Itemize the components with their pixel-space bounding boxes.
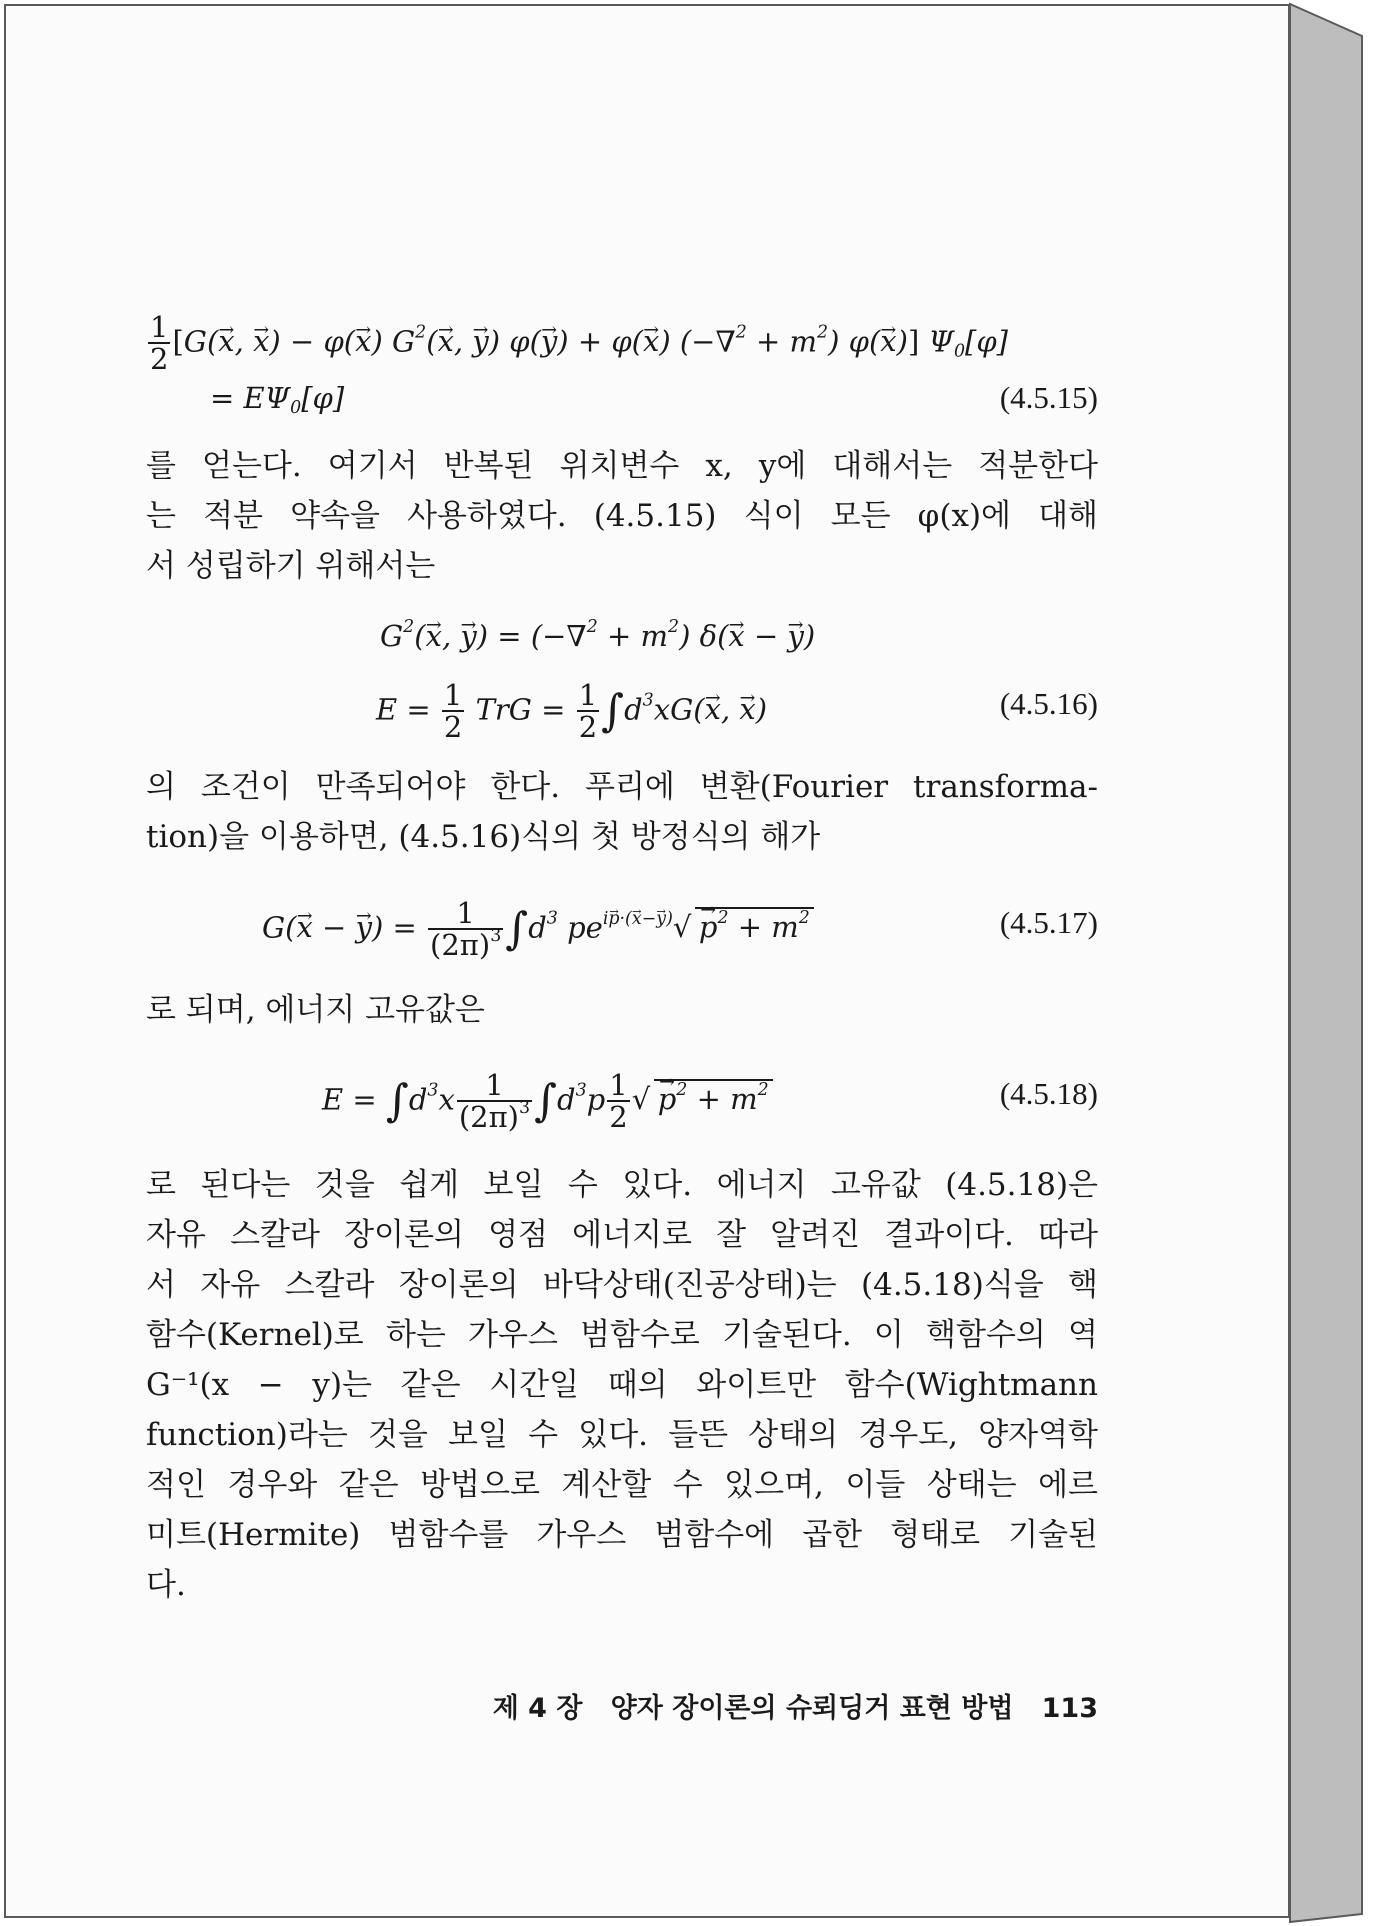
book-page xyxy=(4,4,1290,1918)
text-line: 는 적분 약속을 사용하였다. (4.5.15) 식이 모든 φ(x)에 대해 xyxy=(146,498,1098,534)
text-line: 함수(Kernel)로 하는 가우스 범함수로 기술된다. 이 핵함수의 역 xyxy=(146,1317,1098,1353)
text-line: function)라는 것을 보일 수 있다. 들뜬 상태의 경우도, 양자역학 xyxy=(146,1417,1098,1453)
text-line: 서 성립하기 위해서는 xyxy=(146,548,436,584)
chapter-title: 양자 장이론의 슈뢰딩거 표현 방법 xyxy=(610,1693,1014,1724)
equation-number-4-5-17: (4.5.17) xyxy=(999,905,1098,940)
text-line: G⁻¹(x − y)는 같은 시간일 때의 와이트만 함수(Wightmann xyxy=(146,1367,1098,1403)
equation-4-5-16-line1: $G^2(\to x$, → $y) = (-\nabla^2 + m^2)$ δ(→ x − → y) xyxy=(380,616,815,656)
text-line: 미트(Hermite) 범함수를 가우스 범함수에 곱한 형태로 기술된 xyxy=(146,1517,1098,1553)
equation-number-4-5-16: (4.5.16) xyxy=(999,686,1098,721)
equation-4-5-18: $E = \int d^3x$ $\frac{1}{(2\pi)^3}$ $\int d^3p$ $\frac{1}{2}$ √ → $p^2 + m^2$ xyxy=(322,1070,773,1133)
equation-number-4-5-18: (4.5.18) xyxy=(999,1076,1098,1111)
equation-4-5-15-line2: = $E\Psi_0[\varphi]$ xyxy=(210,381,345,419)
text-line: 로 된다는 것을 쉽게 보일 수 있다. 에너지 고유값 (4.5.18)은 xyxy=(146,1167,1098,1203)
equation-4-5-16-line2: E = $\frac{1}{2}$ TrG = $\frac{1}{2}$ $\int d^3xG(\to x$, → x) xyxy=(376,680,767,743)
text-line: tion)을 이용하면, (4.5.16)식의 첫 방정식의 해가 xyxy=(146,819,821,855)
equation-4-5-17: G(→ x − → y) = $\frac{1}{(2\pi)^3}$ $\int d^3$ $pe^{ip\cdot(x-y)}√ \to p^2 + m^2$ xyxy=(262,898,814,961)
text-line: 의 조건이 만족되어야 한다. 푸리에 변환(Fourier transforma- xyxy=(146,769,1098,805)
text-line: 서 자유 스칼라 장이론의 바닥상태(진공상태)는 (4.5.18)식을 핵 xyxy=(146,1267,1098,1303)
text-line: 를 얻는다. 여기서 반복된 위치변수 x, y에 대해서는 적분한다 xyxy=(146,448,1098,484)
text-line: 로 되며, 에너지 고유값은 xyxy=(146,992,485,1028)
text-line: 자유 스칼라 장이론의 영점 에너지로 잘 알려진 결과이다. 따라 xyxy=(146,1217,1098,1253)
page-number: 113 xyxy=(1041,1693,1098,1724)
text-line: 적인 경우와 같은 방법으로 계산할 수 있으며, 이들 상태는 에르 xyxy=(146,1467,1098,1503)
page-footer xyxy=(493,1686,1098,1725)
equation-number-4-5-15: (4.5.15) xyxy=(999,380,1098,415)
text-line: 다. xyxy=(146,1567,186,1603)
equation-4-5-15-line1: $\frac{1}{2}$ [G(→ x, → x) − φ(→ x) $G^2(\to x$, → y) φ(→ y) + φ(→ x) $(-\nabla^2 + m^2)$ φ(→ x)] $\Psi_0[\varphi]$ xyxy=(146,312,1008,375)
chapter-label: 제 4 장 xyxy=(492,1693,583,1724)
